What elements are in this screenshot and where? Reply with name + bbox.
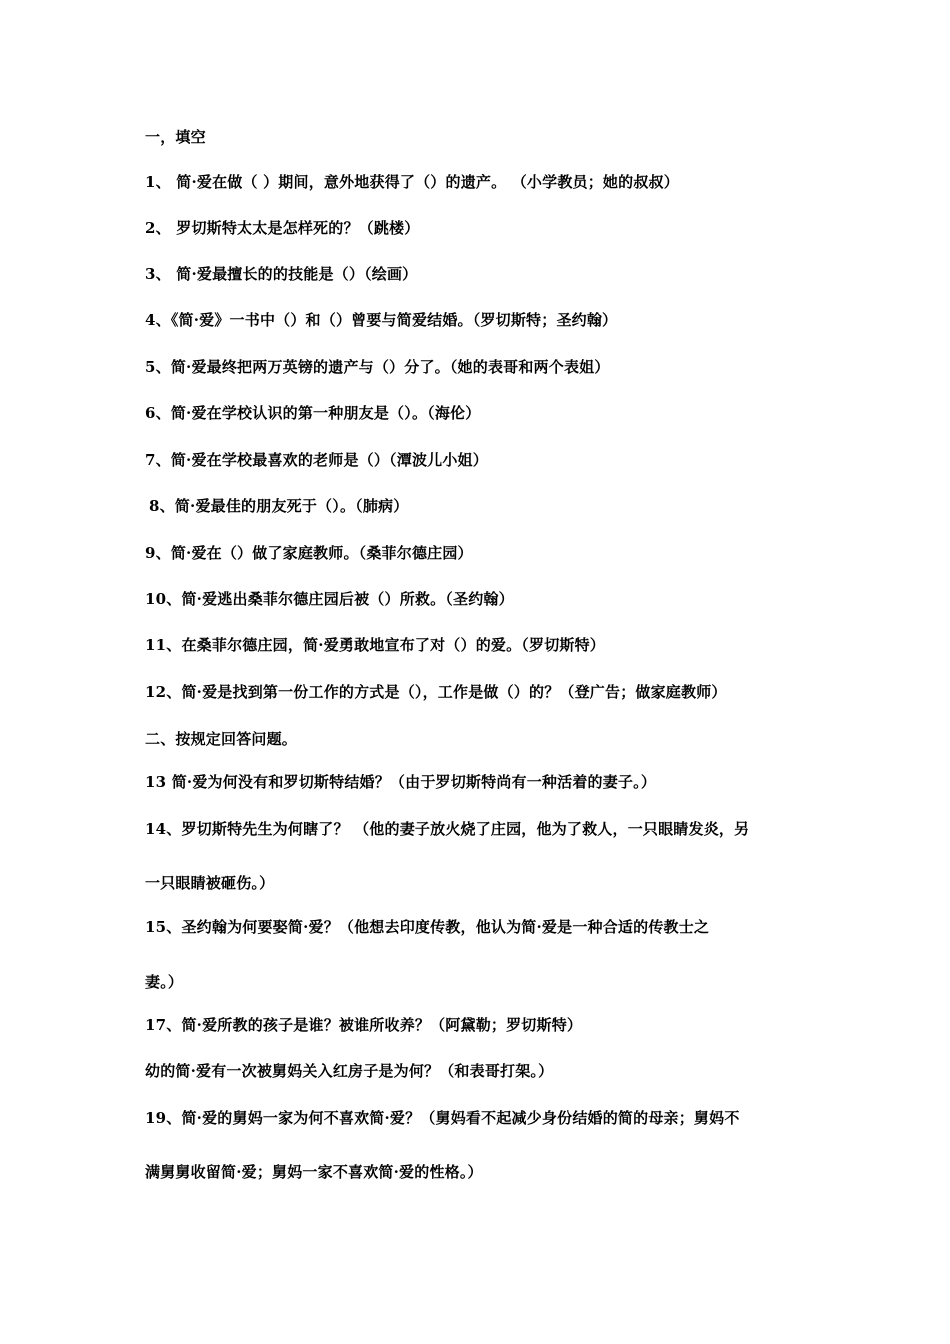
question-13: 13 简·爱为何没有和罗切斯特结婚？（由于罗切斯特尚有一种活着的妻子。） [145, 773, 657, 791]
question-1: 1、 简·爱在做（ ）期间，意外地获得了（）的遗产。 （小学教员；她的叔叔） [145, 173, 679, 191]
section1-heading: 一，填空 [145, 128, 206, 146]
question-18: 幼的简·爱有一次被舅妈关入红房子是为何？（和表哥打架。） [145, 1062, 554, 1080]
question-9: 9、简·爱在（）做了家庭教师。（桑菲尔德庄园） [145, 544, 473, 562]
question-10: 10、简·爱逃出桑菲尔德庄园后被（）所救。（圣约翰） [145, 590, 514, 608]
question-19-line-2: 满舅舅收留简·爱；舅妈一家不喜欢简·爱的性格。） [145, 1163, 483, 1181]
question-12: 12、简·爱是找到第一份工作的方式是（），工作是做（）的？（登广告；做家庭教师） [145, 683, 727, 701]
question-11: 11、在桑菲尔德庄园，简·爱勇敢地宣布了对（）的爱。（罗切斯特） [145, 636, 605, 654]
question-15-line-1: 15、圣约翰为何要娶简·爱？（他想去印度传教，他认为简·爱是一种合适的传教士之 [145, 918, 710, 936]
question-6: 6、简·爱在学校认识的第一种朋友是（）。（海伦） [145, 404, 481, 422]
question-14-line-1: 14、罗切斯特先生为何瞎了？ （他的妻子放火烧了庄园，他为了救人，一只眼睛发炎，另 [145, 820, 750, 838]
question-5: 5、简·爱最终把两万英镑的遗产与（）分了。（她的表哥和两个表姐） [145, 358, 610, 376]
question-8: 8、简·爱最佳的朋友死于（）。（肺病） [149, 497, 409, 515]
question-17: 17、简·爱所教的孩子是谁？被谁所收养？（阿黛勒；罗切斯特） [145, 1016, 583, 1034]
question-4: 4、《简·爱》一书中（）和（）曾要与简爱结婚。（罗切斯特；圣约翰） [145, 311, 618, 329]
question-19-line-1: 19、简·爱的舅妈一家为何不喜欢简·爱？（舅妈看不起减少身份结婚的简的母亲；舅妈不 [145, 1109, 740, 1127]
question-7: 7、简·爱在学校最喜欢的老师是（）（潭波儿小姐） [145, 451, 488, 469]
section2-heading: 二、按规定回答问题。 [145, 730, 298, 748]
question-2: 2、 罗切斯特太太是怎样死的？（跳楼） [145, 219, 420, 237]
question-3: 3、 简·爱最擅长的的技能是（）（绘画） [145, 265, 418, 283]
question-14-line-2: 一只眼睛被砸伤。） [145, 874, 275, 892]
question-15-line-2: 妻。） [145, 973, 184, 991]
